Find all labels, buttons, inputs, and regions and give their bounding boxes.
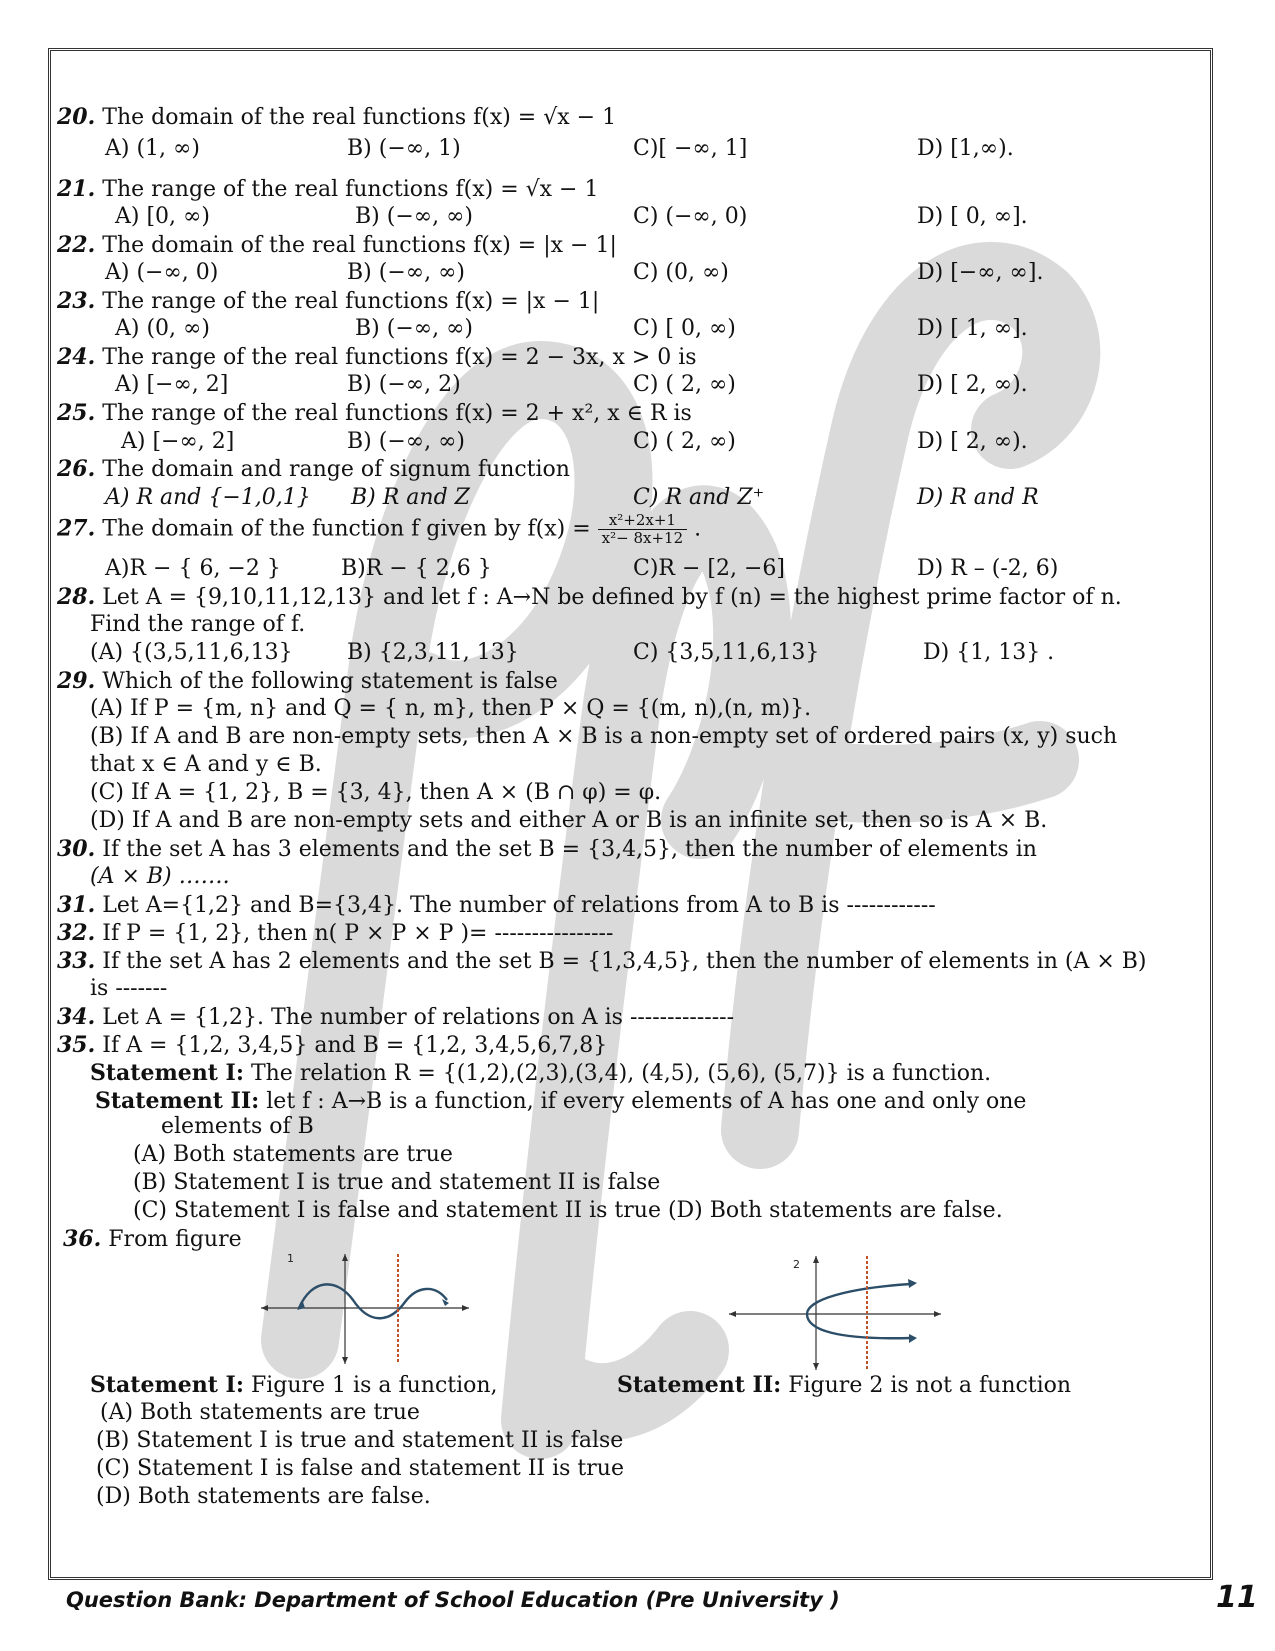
figure-1-sine-graph bbox=[257, 1250, 473, 1370]
statement-2-label: Statement II: bbox=[617, 1372, 782, 1398]
curve-arrow-bottom bbox=[909, 1334, 917, 1343]
option-c[interactable]: C)[ −∞, 1] bbox=[633, 136, 748, 161]
statement-c[interactable]: (C) If A = {1, 2}, B = {3, 4}, then A × (B ∩ φ) = φ. bbox=[90, 780, 662, 805]
option-d[interactable]: D) R and R bbox=[917, 485, 1039, 510]
option-c-d[interactable]: (C) Statement I is false and statement II is true (D) Both statements are false. bbox=[133, 1198, 1003, 1223]
option-d[interactable]: D) [ 1, ∞]. bbox=[917, 316, 1028, 341]
x-axis-arrow-right bbox=[934, 1311, 941, 1317]
parabola-curve bbox=[807, 1284, 911, 1338]
option-c[interactable]: C) [ 0, ∞) bbox=[633, 316, 736, 341]
statement-2-text: let f : A→B is a function, if every elements of A has one and only one bbox=[259, 1089, 1027, 1114]
option-d[interactable]: D) [ 2, ∞). bbox=[917, 429, 1028, 454]
question-20 bbox=[57, 104, 616, 130]
question-25 bbox=[57, 400, 692, 426]
question-text: The domain and range of signum function bbox=[102, 457, 570, 482]
question-text: Let A = {1,2}. The number of relations on A is -------------- bbox=[102, 1005, 735, 1030]
option-c[interactable]: (C) Statement I is false and statement II is true bbox=[96, 1456, 624, 1481]
question-36 bbox=[63, 1226, 242, 1252]
question-27 bbox=[57, 512, 701, 547]
option-b[interactable]: B) (−∞, ∞) bbox=[355, 204, 473, 229]
question-text-cont: Find the range of f. bbox=[90, 612, 306, 637]
statement-1-label: Statement I: bbox=[90, 1372, 244, 1398]
option-b[interactable]: B) (−∞, ∞) bbox=[347, 260, 465, 285]
question-26 bbox=[57, 456, 570, 482]
question-text: Let A = {9,10,11,12,13} and let f : A→N be defined by f (n) = the highest prime factor of n. bbox=[102, 585, 1122, 610]
option-a[interactable]: A) [0, ∞) bbox=[115, 204, 210, 229]
statement-1-text: Figure 1 is a function, bbox=[243, 1373, 498, 1398]
fraction bbox=[598, 512, 687, 547]
option-a[interactable]: (A) {(3,5,11,6,13} bbox=[90, 640, 293, 665]
question-text: The range of the real functions f(x) = 2 + x², x ∈ R is bbox=[102, 401, 692, 426]
option-c[interactable]: C) {3,5,11,6,13} bbox=[633, 640, 820, 665]
page-number: 11 bbox=[1216, 1580, 1258, 1615]
question-text: Let A={1,2} and B={3,4}. The number of relations from A to B is ------------ bbox=[102, 893, 936, 918]
option-b[interactable]: B) {2,3,11, 13} bbox=[347, 640, 519, 665]
fraction-denominator: x²− 8x+12 bbox=[601, 529, 684, 547]
question-29 bbox=[57, 668, 558, 694]
question-number: 30. bbox=[57, 836, 96, 862]
statement-b[interactable]: (B) If A and B are non-empty sets, then A × B is a non-empty set of ordered pairs (x, y) such bbox=[90, 724, 1118, 749]
question-34 bbox=[57, 1004, 734, 1030]
option-a[interactable]: A) R and {−1,0,1} bbox=[105, 485, 311, 510]
statement-1-text: The relation R = {(1,2),(2,3),(3,4), (4,5), (5,6), (5,7)} is a function. bbox=[243, 1061, 992, 1086]
option-a[interactable]: A) (1, ∞) bbox=[105, 136, 200, 161]
statement-2-label: Statement II: bbox=[95, 1088, 260, 1114]
figure-1-label: 1 bbox=[287, 1252, 294, 1265]
y-axis-arrow-down bbox=[342, 1357, 348, 1364]
question-tail: . bbox=[694, 516, 702, 542]
question-number: 28. bbox=[57, 584, 96, 610]
y-axis-arrow-up bbox=[342, 1254, 348, 1261]
statement-2-cont: elements of B bbox=[161, 1114, 314, 1139]
statement-1 bbox=[90, 1060, 991, 1086]
question-33 bbox=[57, 948, 1147, 974]
question-number: 27. bbox=[57, 515, 96, 542]
question-text-cont: (A × B) ……. bbox=[90, 864, 230, 889]
question-31 bbox=[57, 892, 936, 918]
option-b[interactable]: B) (−∞, ∞) bbox=[347, 429, 465, 454]
question-text: The range of the real functions f(x) = |x − 1| bbox=[102, 289, 600, 314]
figure-2-label: 2 bbox=[793, 1258, 800, 1271]
option-b[interactable]: B) (−∞, ∞) bbox=[355, 316, 473, 341]
option-a[interactable]: A) (0, ∞) bbox=[115, 316, 210, 341]
question-number: 33. bbox=[57, 948, 96, 974]
statement-2 bbox=[95, 1088, 1026, 1114]
option-a[interactable]: (A) Both statements are true bbox=[133, 1142, 453, 1167]
question-number: 32. bbox=[57, 920, 96, 946]
question-number: 26. bbox=[57, 456, 96, 482]
question-number: 23. bbox=[57, 288, 96, 314]
question-text: The domain of the real functions f(x) = |x − 1| bbox=[102, 233, 617, 258]
question-number: 24. bbox=[57, 344, 96, 370]
x-axis-arrow-left bbox=[261, 1305, 268, 1311]
statement-d[interactable]: (D) If A and B are non-empty sets and either A or B is an infinite set, then so is A × B. bbox=[90, 808, 1048, 833]
option-c[interactable]: C) (0, ∞) bbox=[633, 260, 729, 285]
question-text: Which of the following statement is false bbox=[102, 669, 558, 694]
fraction-numerator: x²+2x+1 bbox=[598, 512, 687, 530]
question-text: If A = {1,2, 3,4,5} and B = {1,2, 3,4,5,6,7,8} bbox=[102, 1033, 608, 1058]
question-number: 25. bbox=[57, 400, 96, 426]
question-text: The domain of the function f given by f(x) = bbox=[102, 516, 591, 542]
option-a[interactable]: A) [−∞, 2] bbox=[121, 429, 235, 454]
option-d[interactable]: D) [ 2, ∞). bbox=[917, 372, 1028, 397]
option-a[interactable]: A) [−∞, 2] bbox=[115, 372, 229, 397]
option-c[interactable]: C) R and Z⁺ bbox=[633, 485, 765, 510]
option-a[interactable]: A) (−∞, 0) bbox=[105, 260, 219, 285]
question-22 bbox=[57, 232, 617, 258]
question-text-cont: is ------- bbox=[90, 976, 168, 1001]
question-21 bbox=[57, 176, 598, 202]
statement-2-text: Figure 2 is not a function bbox=[781, 1373, 1072, 1398]
question-32 bbox=[57, 920, 613, 946]
x-axis-arrow-left bbox=[729, 1311, 736, 1317]
footer-text: Question Bank: Department of School Education (Pre University ) bbox=[66, 1588, 840, 1612]
question-30 bbox=[57, 836, 1037, 862]
question-28 bbox=[57, 584, 1122, 610]
question-number: 35. bbox=[57, 1032, 96, 1058]
option-d[interactable]: (D) Both statements are false. bbox=[96, 1484, 431, 1509]
question-24 bbox=[57, 344, 697, 370]
y-axis-arrow-up bbox=[813, 1256, 819, 1263]
question-number: 34. bbox=[57, 1004, 96, 1030]
question-number: 36. bbox=[63, 1226, 102, 1252]
curve-arrow-right bbox=[442, 1299, 449, 1306]
option-b[interactable]: B) (−∞, 1) bbox=[347, 136, 461, 161]
figure-2-parabola-graph bbox=[727, 1250, 943, 1374]
y-axis-arrow-down bbox=[813, 1363, 819, 1370]
question-number: 31. bbox=[57, 892, 96, 918]
question-23 bbox=[57, 288, 599, 314]
question-text: The domain of the real functions f(x) = √x − 1 bbox=[102, 105, 617, 130]
option-a[interactable]: A)R − { 6, −2 } bbox=[105, 556, 281, 581]
x-axis-arrow-right bbox=[462, 1305, 469, 1311]
option-c[interactable]: C) ( 2, ∞) bbox=[633, 429, 736, 454]
question-number: 29. bbox=[57, 668, 96, 694]
question-number: 21. bbox=[57, 176, 96, 202]
option-d[interactable]: D) R – (-2, 6) bbox=[917, 556, 1059, 581]
statement-1-label: Statement I: bbox=[90, 1060, 244, 1086]
statement-1 bbox=[90, 1372, 498, 1398]
question-35 bbox=[57, 1032, 607, 1058]
option-a[interactable]: (A) Both statements are true bbox=[100, 1400, 420, 1425]
option-d[interactable]: D) [1,∞). bbox=[917, 136, 1014, 161]
question-text: If the set A has 3 elements and the set B = {3,4,5}, then the number of elements in bbox=[102, 837, 1037, 862]
option-b[interactable]: (B) Statement I is true and statement II is false bbox=[96, 1428, 624, 1453]
option-b[interactable]: B)R − { 2,6 } bbox=[341, 556, 492, 581]
question-number: 20. bbox=[57, 104, 96, 130]
option-d[interactable]: D) [−∞, ∞]. bbox=[917, 260, 1044, 285]
option-c[interactable]: C) (−∞, 0) bbox=[633, 204, 748, 229]
question-text: From figure bbox=[108, 1227, 242, 1252]
option-b[interactable]: (B) Statement I is true and statement II is false bbox=[133, 1170, 661, 1195]
statement-a[interactable]: (A) If P = {m, n} and Q = { n, m}, then P × Q = {(m, n),(n, m)}. bbox=[90, 696, 812, 721]
statement-2 bbox=[617, 1372, 1071, 1398]
question-text: If P = {1, 2}, then n( P × P × P )= ---------------- bbox=[102, 921, 614, 946]
curve-arrow-top bbox=[908, 1279, 917, 1288]
question-text: The range of the real functions f(x) = √x − 1 bbox=[102, 177, 599, 202]
sine-curve bbox=[299, 1284, 447, 1318]
option-d[interactable]: D) {1, 13} . bbox=[923, 640, 1055, 665]
option-b[interactable]: B) R and Z bbox=[351, 485, 470, 510]
question-number: 22. bbox=[57, 232, 96, 258]
option-c[interactable]: C)R − [2, −6] bbox=[633, 556, 785, 581]
option-b[interactable]: B) (−∞, 2) bbox=[347, 372, 461, 397]
option-c[interactable]: C) ( 2, ∞) bbox=[633, 372, 736, 397]
statement-b-cont: that x ∈ A and y ∈ B. bbox=[90, 752, 322, 777]
option-d[interactable]: D) [ 0, ∞]. bbox=[917, 204, 1028, 229]
question-text: If the set A has 2 elements and the set B = {1,3,4,5}, then the number of elements in (A × B) bbox=[102, 949, 1147, 974]
question-text: The range of the real functions f(x) = 2 − 3x, x > 0 is bbox=[102, 345, 697, 370]
